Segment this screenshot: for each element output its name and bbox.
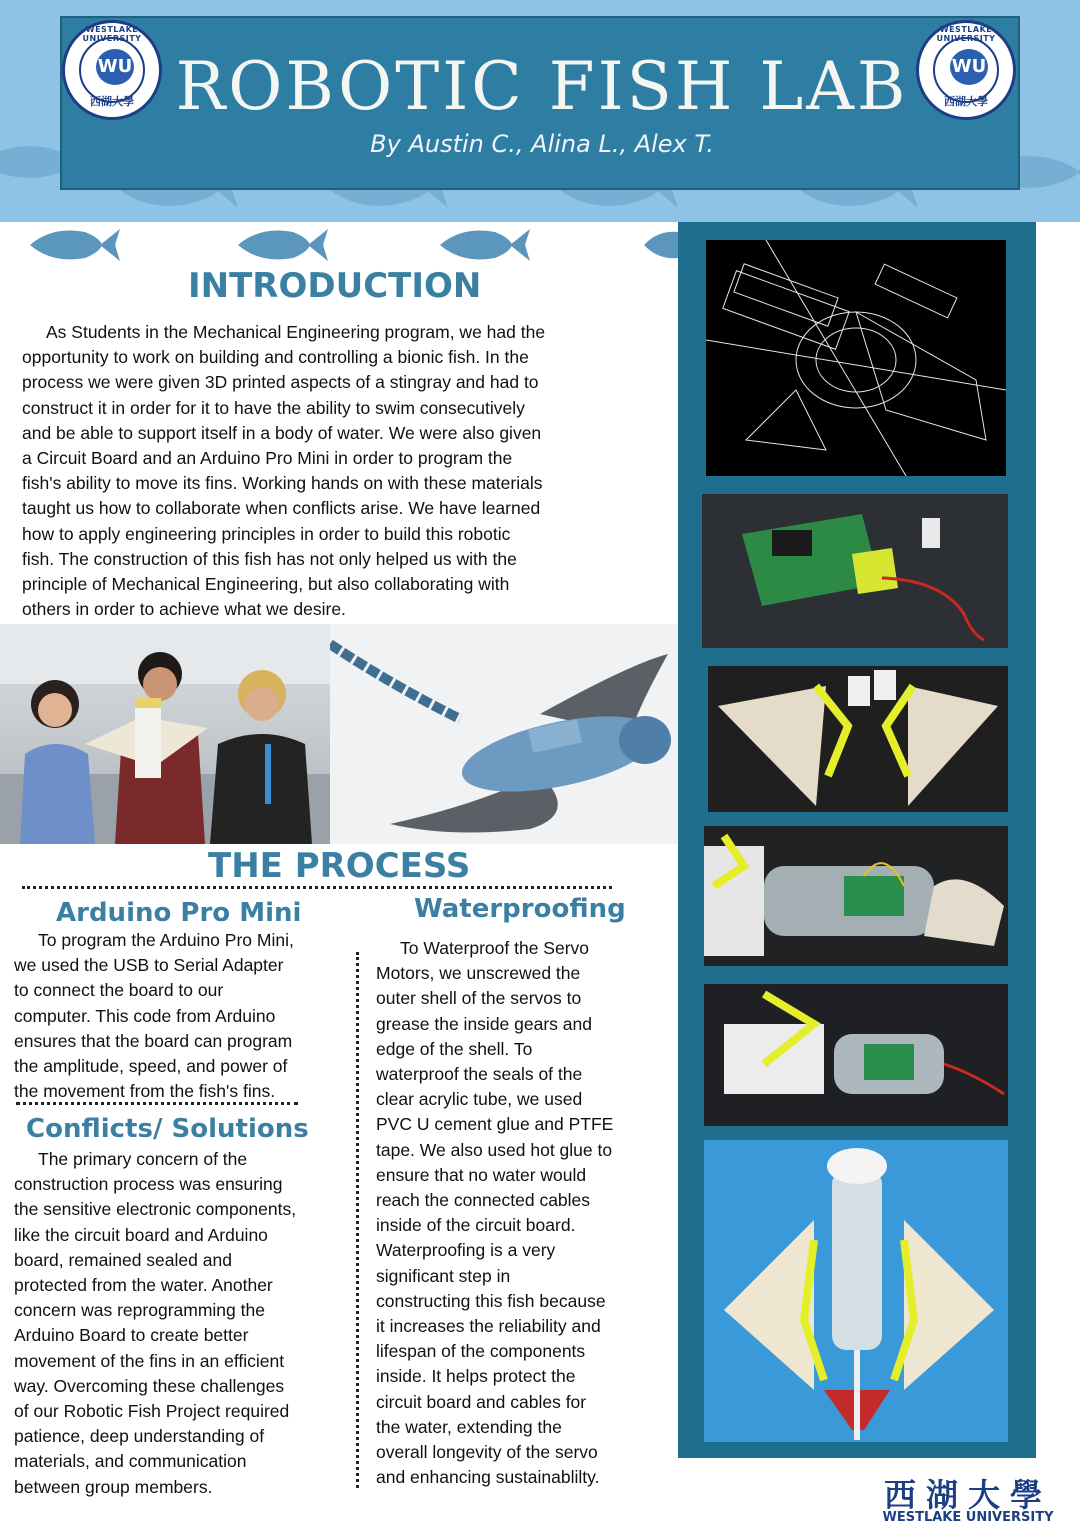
partial-assembly-image — [704, 984, 1008, 1126]
process-title: THE PROCESS — [208, 846, 471, 886]
logo-chinese-name: 西湖大學 — [883, 1476, 1052, 1514]
arduino-title: Arduino Pro Mini — [56, 898, 302, 928]
fins-image — [708, 666, 1008, 812]
seal-monogram: WU — [950, 49, 988, 85]
finished-fish-image — [704, 1140, 1008, 1442]
photo-panel — [678, 222, 1036, 1458]
fish-icon — [440, 226, 530, 264]
introduction-text: As Students in the Mechanical Engineering program, we had the opportunity to work on building and controlling a bionic fish. In the process we were given 3D printed aspects of a stingray and had to construct it in order for it to have the ability to swim consecutively and be able to support itself in a body of water. We were also given a Circuit Board and an Arduino Pro Mini in order to program the fish's ability to move its fins. Working hands on with these materials taught us how to collaborate when conflicts arise. We have learned how to apply engineering principles in order to build this robotic fish. The construction of this fish has not only helped us with the principle of Mechanical Engineering, but also collaborating with others in order to achieve what we desire. — [22, 322, 546, 620]
header-band — [0, 0, 1080, 222]
fish-icon — [30, 226, 120, 264]
seal-text: WESTLAKE UNIVERSITY — [936, 25, 996, 43]
fish-icon — [644, 226, 678, 264]
cad-render-image — [330, 624, 678, 844]
arduino-text: To program the Arduino Pro Mini, we used the USB to Serial Adapter to connect the board to our computer. This code from Arduino ensures that the board can program the amplitude, speed, and power of the movement from the fish's fins. — [14, 930, 294, 1102]
wireframe-image — [706, 240, 1006, 476]
title-box — [60, 16, 1020, 190]
team-photo — [0, 624, 330, 844]
seal-text: WESTLAKE UNIVERSITY — [82, 25, 142, 43]
introduction-title: INTRODUCTION — [188, 266, 482, 306]
divider — [16, 1102, 298, 1105]
tube-assembly-image — [704, 826, 1008, 966]
seal-chinese: 西湖大學 — [944, 95, 988, 108]
circuit-board-image — [702, 494, 1008, 648]
waterproofing-text: To Waterproof the Servo Motors, we unscrewed the outer shell of the servos to grease the inside gears and edge of the shell. To waterproof the seals of the clear acrylic tube, we used PVC U cement glue and PTFE tape. We also used hot glue to ensure that no water would reach the connected cables inside of the circuit board. Waterproofing is a very significant step in constructing this fish because it increases the reliability and lifespan of the components inside. It helps protect the circuit board and cables for the water, extending the overall longevity of the servo and enhancing sustainablilty. — [376, 938, 614, 1488]
westlake-logo — [868, 1470, 1068, 1528]
seal-chinese: 西湖大學 — [90, 95, 134, 108]
authors: By Austin C., Alina L., Alex T. — [370, 130, 714, 158]
seal-monogram: WU — [96, 49, 134, 85]
university-seal-left — [62, 20, 162, 120]
fish-icon — [238, 226, 328, 264]
conflicts-title: Conflicts/ Solutions — [26, 1114, 309, 1144]
waterproofing-title: Waterproofing — [414, 894, 626, 924]
logo-english-name: WESTLAKE UNIVERSITY — [882, 1510, 1054, 1525]
conflicts-text: The primary concern of the construction process was ensuring the sensitive electronic components, like the circuit board and Arduino board, remained sealed and protected from the water. Another concern was reprogramming the Arduino Board to create better movement of the fins in an efficient way. Overcoming these challenges of our Robotic Fish Project required patience, deep understanding of materials, and communication between group members. — [14, 1149, 297, 1497]
column-divider — [356, 952, 359, 1488]
page-title: ROBOTIC FISH LAB — [175, 48, 909, 125]
divider — [22, 886, 612, 889]
university-seal-right — [916, 20, 1016, 120]
